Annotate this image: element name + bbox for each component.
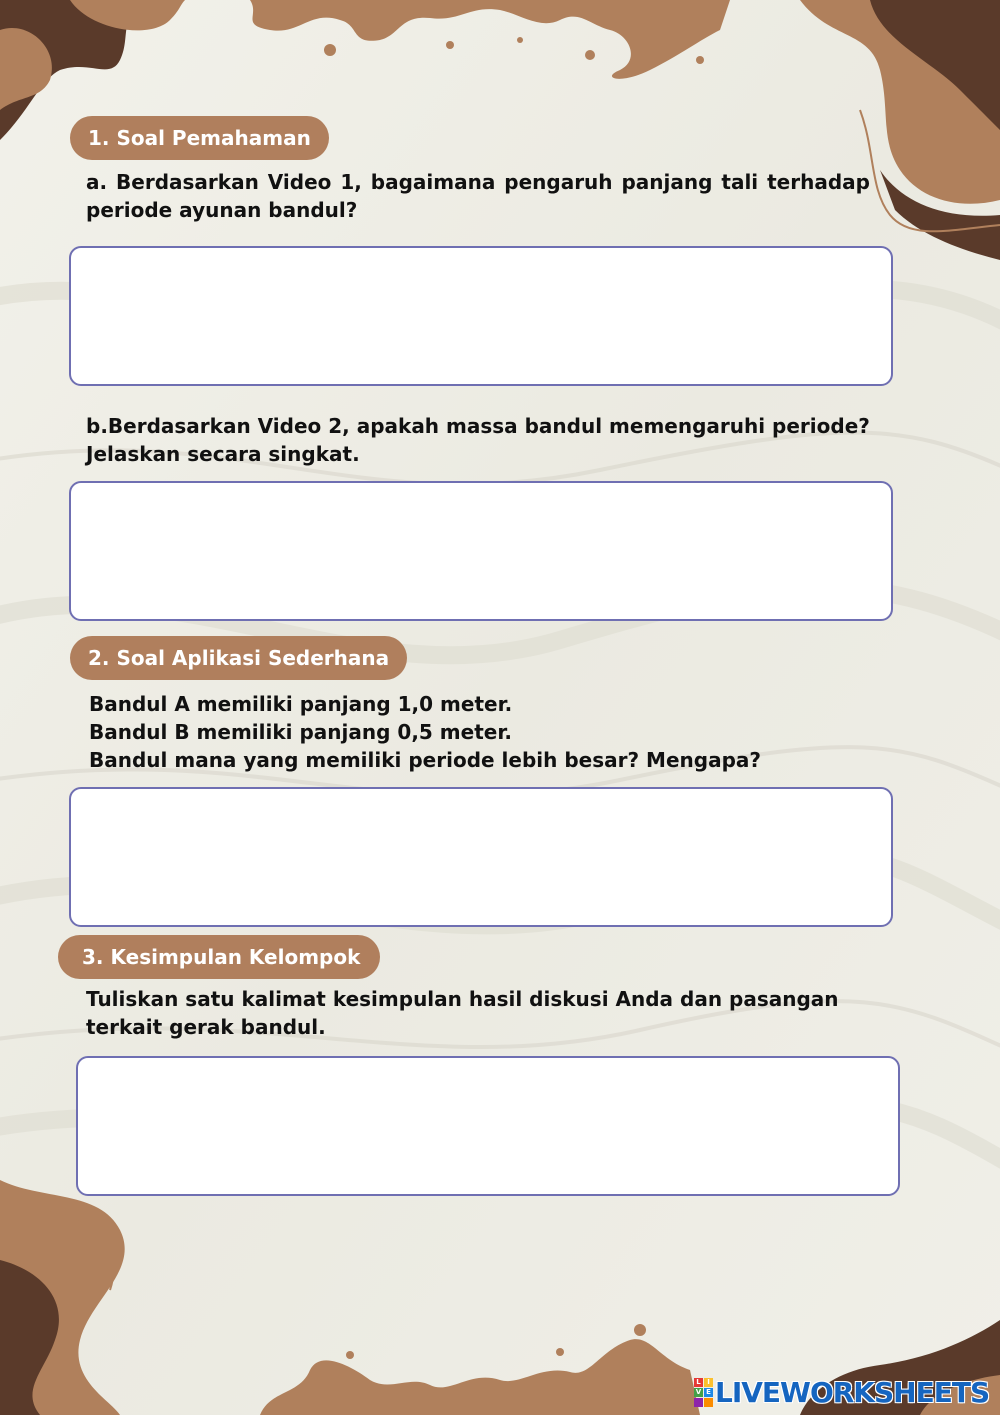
question-3: [86, 985, 886, 1041]
logo-text: LIVEWORKSHEETS: [715, 1375, 990, 1409]
logo-tile: I: [704, 1378, 713, 1387]
question-1b-line-1: b.Berdasarkan Video 2, apakah massa bandul memengaruhi periode?: [86, 414, 870, 438]
question-1a: [86, 168, 870, 224]
question-word: Video: [267, 170, 332, 194]
answer-box-1b[interactable]: [69, 481, 893, 621]
question-word: terhadap: [767, 170, 870, 194]
question-1b-line-2: Jelaskan secara singkat.: [86, 442, 360, 466]
question-word: 1,: [340, 170, 362, 194]
logo-tile: E: [704, 1388, 713, 1397]
question-word: tali: [721, 170, 759, 194]
answer-box-3[interactable]: [76, 1056, 900, 1196]
question-2-line-1: Bandul A memiliki panjang 1,0 meter.: [89, 692, 513, 716]
section-3-heading: 3. Kesimpulan Kelompok: [58, 935, 380, 979]
question-word: panjang: [621, 170, 713, 194]
liveworksheets-logo[interactable]: [694, 1376, 989, 1408]
logo-tile: [704, 1398, 713, 1407]
question-word: pengaruh: [504, 170, 613, 194]
question-2: [89, 690, 879, 774]
question-1a-line-2: periode ayunan bandul?: [86, 198, 358, 222]
logo-tile: [694, 1398, 703, 1407]
question-2-line-2: Bandul B memiliki panjang 0,5 meter.: [89, 720, 512, 744]
section-1-heading: 1. Soal Pemahaman: [70, 116, 329, 160]
answer-box-1a[interactable]: [69, 246, 893, 386]
logo-tile: L: [694, 1378, 703, 1387]
answer-box-2[interactable]: [69, 787, 893, 927]
logo-tile: V: [695, 1387, 702, 1396]
question-2-line-3: Bandul mana yang memiliki periode lebih besar? Mengapa?: [89, 748, 761, 772]
question-1a-line-1: [86, 168, 870, 196]
question-word: a.: [86, 170, 108, 194]
question-1b: [86, 412, 876, 468]
question-word: Berdasarkan: [116, 170, 259, 194]
section-2-heading: 2. Soal Aplikasi Sederhana: [70, 636, 407, 680]
question-word: bagaimana: [370, 170, 496, 194]
logo-tiles-icon: [694, 1378, 713, 1407]
question-3-line-2: terkait gerak bandul.: [86, 1015, 326, 1039]
question-3-line-1: Tuliskan satu kalimat kesimpulan hasil diskusi Anda dan pasangan: [86, 987, 839, 1011]
